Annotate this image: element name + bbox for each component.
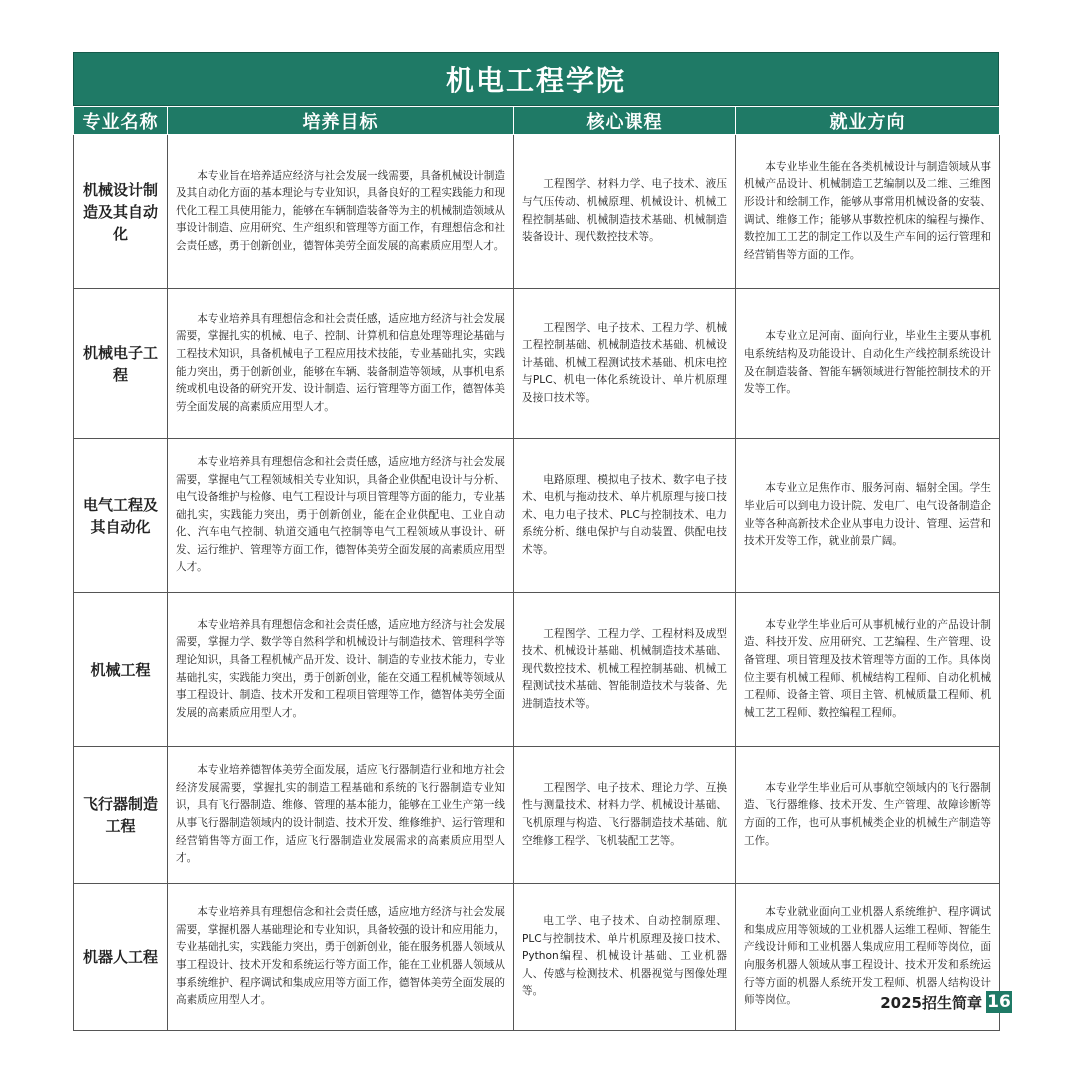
major-name: 电气工程及其自动化 [74, 439, 168, 593]
training-goal-text: 本专业培养德智体美劳全面发展，适应飞行器制造行业和地方社会经济发展需要，掌握扎实的制造工程基础和系统的飞行器制造专业知识，具有飞行器制造、维修、管理的基本能力，能够在工业生产第一线从事飞行器制造领域内的设计制造、技术开发、维修维护、运行管理和经营销售等方面工作，适应飞行器制造业发展需求的高素质应用型人才。 [176, 764, 505, 865]
table-row [74, 884, 1000, 1031]
training-goal-text: 本专业培养具有理想信念和社会责任感，适应地方经济与社会发展需要，掌握机器人基础理论和专业知识，具备较强的设计和应用能力，专业基础扎实，实践能力突出，勇于创新创业，能在服务机器人领域从事工程设计、技术开发和系统运行等方面工作，能在工业机器人领域从事系统维护、程序调试和集成应用等方面工作，德智体美劳全面发展的高素质应用型人才。 [176, 906, 505, 1007]
career-text: 本专业立足焦作市、服务河南、辐射全国。学生毕业后可以到电力设计院、发电厂、电气设备制造企业等各种高新技术企业从事电力设计、管理、运营和技术开发等工作，就业前景广阔。 [744, 482, 991, 548]
college-title: 机电工程学院 [73, 52, 999, 106]
header-training-goal: 培养目标 [168, 107, 514, 135]
header-career: 就业方向 [736, 107, 1000, 135]
training-goal-cell [168, 289, 514, 439]
table-row [74, 439, 1000, 593]
table-row [74, 289, 1000, 439]
career-text: 本专业学生毕业后可从事机械行业的产品设计制造、科技开发、应用研究、工艺编程、生产管理、设备管理、项目管理及技术管理等方面的工作。具体岗位主要有机械工程师、机械结构工程师、自动化机械工程师、设备主管、项目主管、机械质量工程师、机械工艺工程师、数控编程工程师。 [744, 618, 991, 719]
core-courses-text: 电工学、电子技术、自动控制原理、PLC与控制技术、单片机原理及接口技术、Python编程、机械设计基础、工业机器人、传感与检测技术、机器视觉与图像处理等。 [522, 915, 727, 998]
career-cell [736, 135, 1000, 289]
program-sheet [73, 52, 999, 1031]
training-goal-cell [168, 135, 514, 289]
table-row [74, 747, 1000, 884]
header-core-courses: 核心课程 [514, 107, 736, 135]
core-courses-cell [514, 747, 736, 884]
career-cell [736, 439, 1000, 593]
training-goal-text: 本专业培养具有理想信念和社会责任感，适应地方经济与社会发展需要，掌握电气工程领域相关专业知识，具备企业供配电设计与分析、电气设备维护与检修、电气工程设计与项目管理等方面的能力，专业基础扎实，实践能力突出，勇于创新创业，能在企业供配电、工业自动化、汽车电气控制、轨道交通电气控制等电气工程领域从事设计、研发、运行维护、管理等方面工作，德智体美劳全面发展的高素质应用型人才。 [176, 455, 505, 574]
program-table [73, 106, 1000, 1031]
training-goal-cell [168, 593, 514, 747]
header-major-name: 专业名称 [74, 107, 168, 135]
core-courses-cell [514, 884, 736, 1031]
core-courses-text: 工程图学、电子技术、工程力学、机械工程控制基础、机械制造技术基础、机械设计基础、机械工程测试技术基础、机床电控与PLC、机电一体化系统设计、单片机原理及接口技术等。 [522, 321, 727, 404]
major-name: 机械工程 [74, 593, 168, 747]
brochure-title: 2025招生简章 [880, 993, 982, 1012]
core-courses-text: 电路原理、模拟电子技术、数字电子技术、电机与拖动技术、单片机原理与接口技术、电力电子技术、PLC与控制技术、电力系统分析、继电保护与自动装置、供配电技术等。 [522, 473, 727, 556]
core-courses-text: 工程图学、材料力学、电子技术、液压与气压传动、机械原理、机械设计、机械工程控制基础、机械制造技术基础、机械制造装备设计、现代数控技术等。 [522, 178, 727, 244]
major-name: 飞行器制造工程 [74, 747, 168, 884]
major-name: 机械设计制造及其自动化 [74, 135, 168, 289]
career-cell [736, 747, 1000, 884]
table-row [74, 135, 1000, 289]
career-text: 本专业毕业生能在各类机械设计与制造领域从事机械产品设计、机械制造工艺编制以及二维、三维图形设计和绘制工作，能够从事常用机械设备的安装、调试、维修工作；能够从事数控机床的编程与操作、数控加工工艺的制定工作以及生产车间的运行管理和经营销售等方面的工作。 [744, 160, 991, 261]
major-name: 机器人工程 [74, 884, 168, 1031]
career-text: 本专业就业面向工业机器人系统维护、程序调试和集成应用等领域的工业机器人运维工程师、智能生产线设计师和工业机器人集成应用工程师等岗位，面向服务机器人领域从事工程设计、技术开发和系统运行等方面的机器人系统开发工程师、机器人结构设计师等岗位。 [744, 906, 991, 1007]
major-name: 机械电子工程 [74, 289, 168, 439]
career-text: 本专业立足河南、面向行业，毕业生主要从事机电系统结构及功能设计、自动化生产线控制系统设计及在制造装备、智能车辆领域进行智能控制技术的开发等工作。 [744, 330, 991, 396]
core-courses-cell [514, 289, 736, 439]
page-footer [880, 991, 1012, 1013]
core-courses-cell [514, 439, 736, 593]
core-courses-text: 工程图学、工程力学、工程材料及成型技术、机械设计基础、机械制造技术基础、现代数控技术、机械工程控制基础、机械工程测试技术基础、智能制造技术与装备、先进制造技术等。 [522, 627, 727, 710]
training-goal-text: 本专业培养具有理想信念和社会责任感，适应地方经济与社会发展需要，掌握扎实的机械、电子、控制、计算机和信息处理等理论基础与工程技术知识，具备机械电子工程应用技术技能，专业基础扎实，实践能力突出，勇于创新创业，能够在车辆、装备制造等领域，从事机电系统或机电设备的研究开发、设计制造、运行管理等方面工作，德智体美劳全面发展的高素质应用型人才。 [176, 312, 505, 413]
training-goal-cell [168, 884, 514, 1031]
career-text: 本专业学生毕业后可从事航空领域内的飞行器制造、飞行器维修、技术开发、生产管理、故障诊断等方面的工作，也可从事机械类企业的机械生产制造等工作。 [744, 781, 991, 847]
training-goal-text: 本专业旨在培养适应经济与社会发展一线需要，具备机械设计制造及其自动化方面的基本理论与专业知识，具备良好的工程实践能力和现代化工程工具使用能力，能够在车辆制造装备等为主的机械制造领域从事设计制造、应用研究、生产组织和管理等方面工作，有理想信念和社会责任感，勇于创新创业，德智体美劳全面发展的高素质应用型人才。 [176, 169, 505, 252]
career-cell [736, 593, 1000, 747]
core-courses-cell [514, 135, 736, 289]
training-goal-cell [168, 747, 514, 884]
core-courses-text: 工程图学、电子技术、理论力学、互换性与测量技术、材料力学、机械设计基础、飞机原理与构造、飞行器制造技术基础、航空维修工程学、飞机装配工艺等。 [522, 781, 727, 847]
table-row [74, 593, 1000, 747]
page-number: 16 [987, 992, 1011, 1012]
training-goal-text: 本专业培养具有理想信念和社会责任感，适应地方经济与社会发展需要，掌握力学、数学等自然科学和机械设计与制造技术、管理科学等理论知识，具备工程机械产品开发、设计、制造的专业技术能力，专业基础扎实，实践能力突出，勇于创新创业，能在交通工程机械等领域从事工程设计、制造、技术开发和工程项目管理等工作，德智体美劳全面发展的高素质应用型人才。 [176, 618, 505, 719]
table-header-row [74, 107, 1000, 135]
training-goal-cell [168, 439, 514, 593]
core-courses-cell [514, 593, 736, 747]
career-cell [736, 289, 1000, 439]
